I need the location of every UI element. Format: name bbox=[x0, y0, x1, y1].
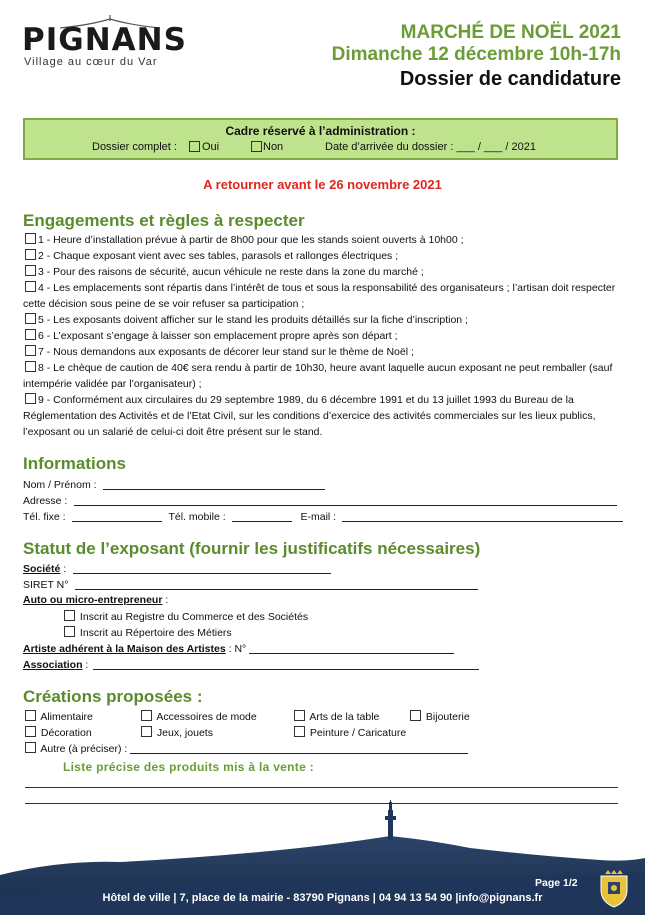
rule-checkbox[interactable] bbox=[25, 361, 36, 372]
artiste-field[interactable] bbox=[249, 642, 454, 654]
admin-box bbox=[23, 118, 618, 160]
admin-title: Cadre réservé à l’administration : bbox=[225, 124, 416, 138]
product-list-title: Liste précise des produits mis à la vente : bbox=[63, 760, 314, 774]
event-title: MARCHÉ DE NOËL 2021 bbox=[400, 22, 621, 43]
rule-item[interactable]: 6 - L’exposant s’engage à laisser son emplacement propre après son départ ; bbox=[23, 328, 623, 344]
rcs-checkbox[interactable] bbox=[64, 610, 75, 621]
option-alimentaire[interactable]: Alimentaire bbox=[23, 710, 93, 723]
address-label: Adresse : bbox=[23, 495, 68, 507]
association-field[interactable] bbox=[93, 658, 479, 670]
societe-label: Société bbox=[23, 563, 61, 575]
oui-label: Oui bbox=[202, 141, 220, 153]
option-checkbox[interactable] bbox=[141, 710, 152, 721]
name-row bbox=[23, 478, 325, 491]
option-checkbox[interactable] bbox=[141, 726, 152, 737]
deadline: A retourner avant le 26 novembre 2021 bbox=[203, 177, 442, 192]
logo-tagline: Village au cœur du Var bbox=[24, 56, 158, 68]
artiste-suffix: : N° bbox=[228, 643, 247, 655]
rule-item[interactable]: 4 - Les emplacements sont répartis dans l’intérêt de tous et sous la responsabilité des organisateurs ; l’artisan doit respecter cette décision sous peine de se voir refuser sa participation ; bbox=[23, 282, 616, 310]
dossier-complet-label: Dossier complet : bbox=[92, 141, 177, 153]
logo-word: PIGNANS bbox=[22, 22, 187, 58]
name-label: Nom / Prénom : bbox=[23, 479, 97, 491]
tel-field[interactable] bbox=[72, 510, 162, 522]
option-bijouterie[interactable]: Bijouterie bbox=[408, 710, 470, 723]
rule-item[interactable]: 5 - Les exposants doivent afficher sur le stand les produits détaillés sur la fiche d’inscription ; bbox=[23, 312, 623, 328]
option-checkbox[interactable] bbox=[25, 710, 36, 721]
tel-label: Tél. fixe : bbox=[23, 511, 66, 523]
option-checkbox[interactable] bbox=[25, 726, 36, 737]
societe-row: Société : bbox=[23, 562, 331, 575]
non-label: Non bbox=[263, 141, 284, 153]
option-autre[interactable]: Autre (à préciser) : bbox=[23, 742, 468, 755]
address-row bbox=[23, 494, 617, 507]
rm-checkbox[interactable] bbox=[64, 626, 75, 637]
option-checkbox[interactable] bbox=[294, 710, 305, 721]
rule-item[interactable]: 8 - Le chèque de caution de 40€ sera rendu à partir de 10h30, heure avant laquelle aucun exposant ne peut remballer (sauf intempérie validée par l’organisateur) ; bbox=[23, 362, 613, 390]
option-checkbox[interactable] bbox=[294, 726, 305, 737]
mobile-field[interactable] bbox=[232, 510, 292, 522]
siret-label: SIRET N° bbox=[23, 579, 69, 591]
societe-field[interactable] bbox=[73, 562, 331, 574]
rule-checkbox[interactable] bbox=[25, 233, 36, 244]
document-title: Dossier de candidature bbox=[399, 68, 621, 90]
rules-list bbox=[23, 232, 623, 440]
rule-item[interactable]: 3 - Pour des raisons de sécurité, aucun véhicule ne reste dans la zone du marché ; bbox=[23, 264, 623, 280]
siret-row bbox=[23, 578, 478, 591]
auto-row: Auto ou micro-entrepreneur : bbox=[23, 594, 169, 606]
association-row: Association : bbox=[23, 658, 479, 671]
option-accessoires[interactable]: Accessoires de mode bbox=[139, 710, 257, 723]
info-title: Informations bbox=[23, 454, 126, 473]
arrival-date-label: Date d’arrivée du dossier : ___ / ___ / 2021 bbox=[325, 141, 536, 153]
artiste-row bbox=[23, 642, 454, 655]
autre-field[interactable] bbox=[130, 742, 468, 754]
rule-item[interactable]: 7 - Nous demandons aux exposants de décorer leur stand sur le thème de Noël ; bbox=[23, 344, 623, 360]
creations-title: Créations proposées : bbox=[23, 687, 203, 706]
name-field[interactable] bbox=[103, 478, 325, 490]
rm-row[interactable] bbox=[62, 626, 232, 639]
rule-checkbox[interactable] bbox=[25, 393, 36, 404]
event-date: Dimanche 12 décembre 10h-17h bbox=[331, 44, 621, 65]
product-line[interactable] bbox=[25, 787, 618, 788]
option-jeux[interactable]: Jeux, jouets bbox=[139, 726, 213, 739]
rule-checkbox[interactable] bbox=[25, 265, 36, 276]
crest-icon bbox=[597, 870, 631, 908]
mobile-label: Tél. mobile : bbox=[168, 511, 226, 523]
rule-item[interactable]: 9 - Conformément aux circulaires du 29 septembre 1989, du 6 décembre 1991 et du 13 juillet 1993 du Bureau de la Réglementation des Activités et de l’Etat Civil, sur les conditions d’exercice des activités commerciales sur les lieux publics, l’exposant ou un salarié de celui-ci doit être présent sur le stand. bbox=[23, 394, 596, 438]
rm-label: Inscrit au Répertoire des Métiers bbox=[79, 627, 232, 639]
association-label: Association bbox=[23, 659, 83, 671]
email-field[interactable] bbox=[342, 510, 623, 522]
artiste-label: Artiste adhérent à la Maison des Artistes bbox=[23, 643, 226, 655]
page-number: Page 1/2 bbox=[535, 877, 578, 889]
option-decoration[interactable]: Décoration bbox=[23, 726, 92, 739]
email-label: E-mail : bbox=[300, 511, 337, 523]
address-field[interactable] bbox=[74, 494, 617, 506]
rule-checkbox[interactable] bbox=[25, 329, 36, 340]
option-arts-table[interactable]: Arts de la table bbox=[292, 710, 379, 723]
option-checkbox[interactable] bbox=[410, 710, 421, 721]
rule-item[interactable]: 1 - Heure d’installation prévue à partir de 8h00 pour que les stands soient ouverts à 10h00 ; bbox=[23, 232, 623, 248]
siret-field[interactable] bbox=[75, 578, 478, 590]
option-checkbox[interactable] bbox=[25, 742, 36, 753]
rcs-label: Inscrit au Registre du Commerce et des Sociétés bbox=[79, 611, 309, 623]
rule-item[interactable]: 2 - Chaque exposant vient avec ses tables, parasols et rallonges électriques ; bbox=[23, 248, 623, 264]
rule-checkbox[interactable] bbox=[25, 313, 36, 324]
footer-address: Hôtel de ville | 7, place de la mairie - 83790 Pignans | 04 94 13 54 90 |info@pignans.fr bbox=[102, 892, 543, 904]
rules-title: Engagements et règles à respecter bbox=[23, 211, 305, 230]
rule-checkbox[interactable] bbox=[25, 249, 36, 260]
rule-checkbox[interactable] bbox=[25, 345, 36, 356]
rule-checkbox[interactable] bbox=[25, 281, 36, 292]
auto-label: Auto ou micro-entrepreneur bbox=[23, 594, 163, 606]
option-peinture[interactable]: Peinture / Caricature bbox=[292, 726, 406, 739]
non-checkbox[interactable] bbox=[249, 141, 264, 154]
phone-row bbox=[23, 510, 623, 523]
oui-checkbox[interactable] bbox=[187, 141, 202, 154]
status-title: Statut de l’exposant (fournir les justificatifs nécessaires) bbox=[23, 539, 481, 558]
rcs-row[interactable] bbox=[62, 610, 308, 623]
